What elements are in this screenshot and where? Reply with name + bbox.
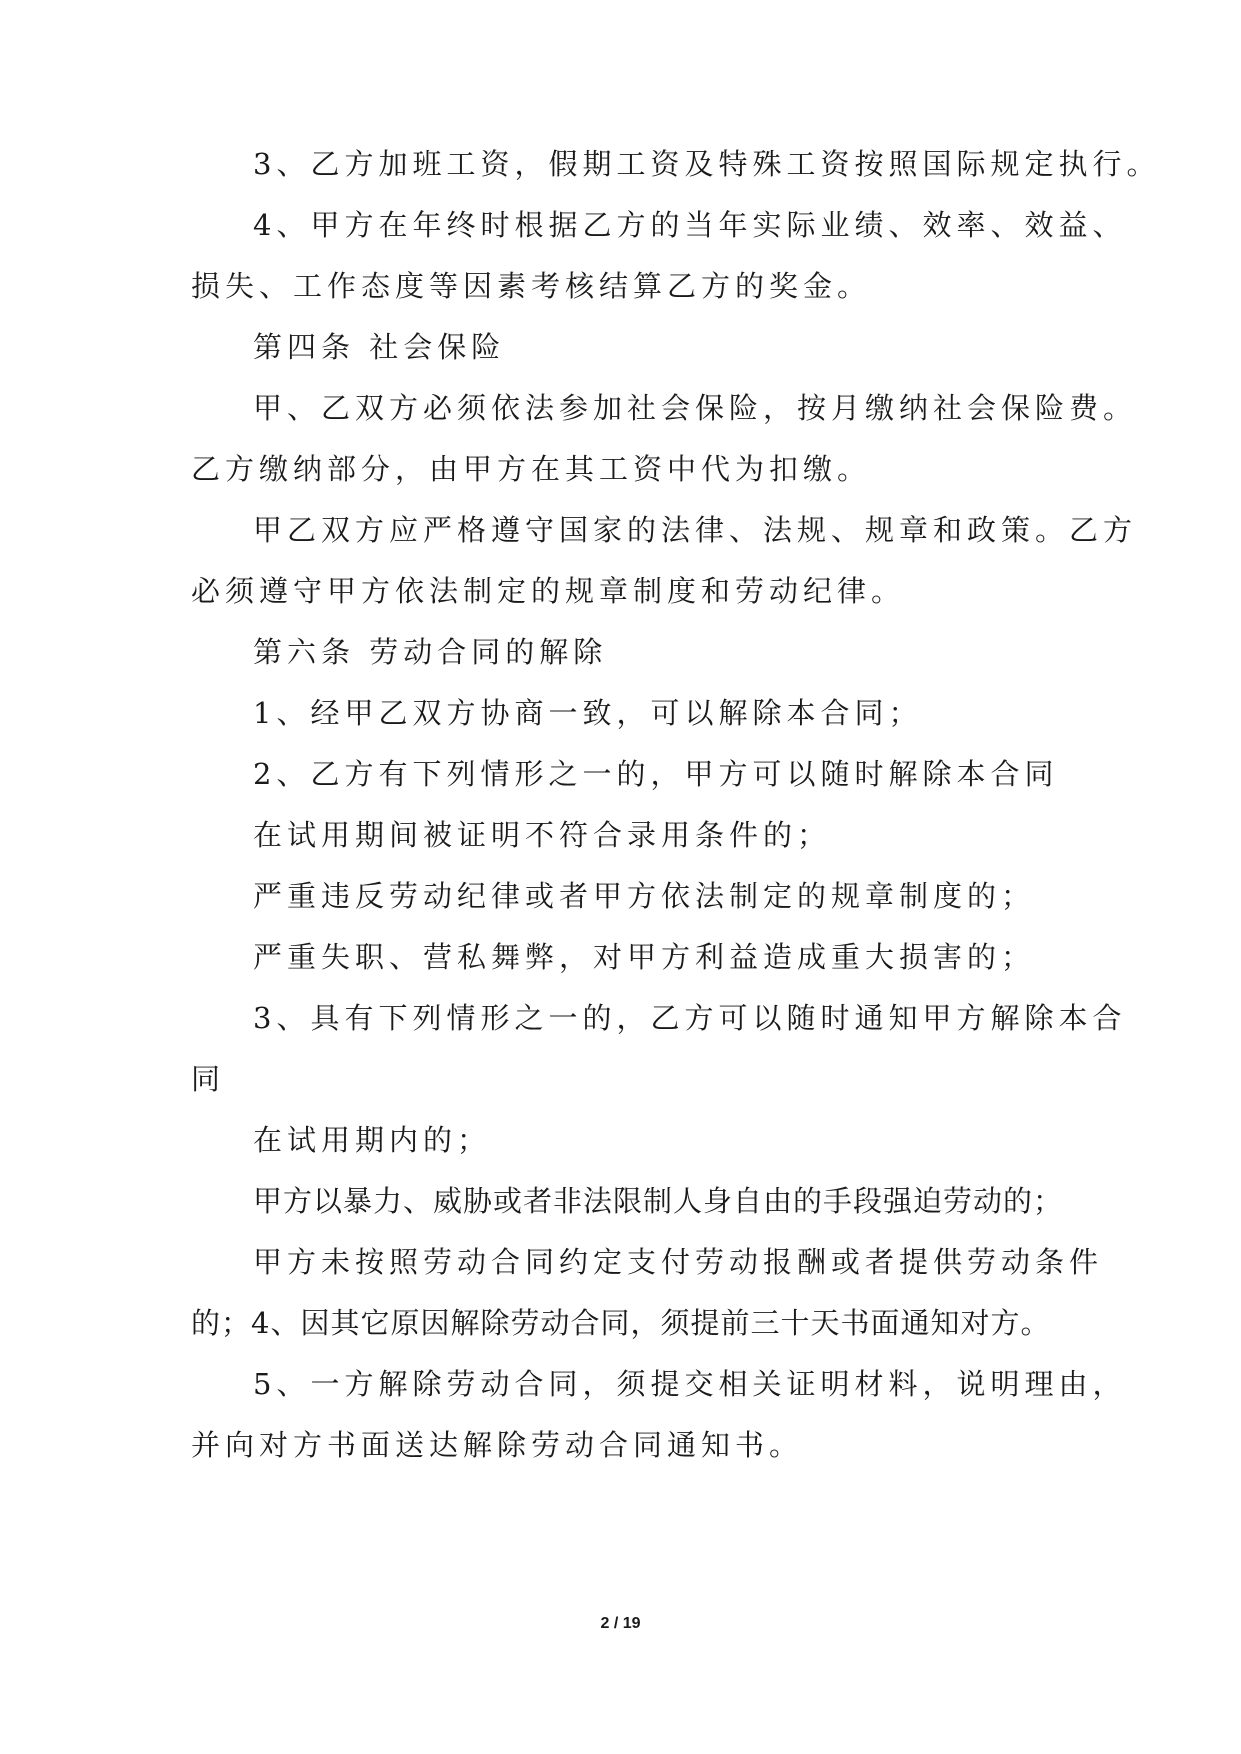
paragraph-line: 甲方未按照劳动合同约定支付劳动报酬或者提供劳动条件 [253, 1245, 1104, 1279]
paragraph-line: 同 [191, 1062, 226, 1096]
paragraph-line: 严重违反劳动纪律或者甲方依法制定的规章制度的； [253, 879, 1036, 913]
paragraph-line: 3、具有下列情形之一的，乙方可以随时通知甲方解除本合 [253, 1001, 1127, 1035]
paragraph-line: 必须遵守甲方依法制定的规章制度和劳动纪律。 [191, 574, 906, 608]
paragraph-line: 在试用期内的； [253, 1123, 492, 1157]
paragraph-line: 的；4、因其它原因解除劳动合同，须提前三十天书面通知对方。 [191, 1306, 1051, 1340]
paragraph-line: 甲乙双方应严格遵守国家的法律、法规、规章和政策。乙方 [253, 513, 1138, 547]
paragraph-line: 损失、工作态度等因素考核结算乙方的奖金。 [191, 269, 872, 303]
paragraph-line: 在试用期间被证明不符合录用条件的； [253, 818, 832, 852]
paragraph-line: 甲方以暴力、威胁或者非法限制人身自由的手段强迫劳动的； [253, 1184, 1064, 1218]
paragraph-line: 1、经甲乙双方协商一致，可以解除本合同； [253, 696, 923, 730]
section-heading: 第六条 劳动合同的解除 [253, 635, 608, 669]
paragraph-line: 并向对方书面送达解除劳动合同通知书。 [191, 1428, 804, 1462]
section-heading: 第四条 社会保险 [253, 330, 506, 364]
paragraph-line: 2、乙方有下列情形之一的，甲方可以随时解除本合同 [253, 757, 1059, 791]
paragraph-line: 4、甲方在年终时根据乙方的当年实际业绩、效率、效益、 [253, 208, 1127, 242]
paragraph-line: 乙方缴纳部分，由甲方在其工资中代为扣缴。 [191, 452, 872, 486]
paragraph-line: 严重失职、营私舞弊，对甲方利益造成重大损害的； [253, 940, 1036, 974]
paragraph-line: 5、一方解除劳动合同，须提交相关证明材料，说明理由， [253, 1367, 1127, 1401]
paragraph-line: 甲、乙双方必须依法参加社会保险，按月缴纳社会保险费。 [253, 391, 1138, 425]
paragraph-line: 3、乙方加班工资，假期工资及特殊工资按照国际规定执行。 [253, 147, 1161, 181]
page-number: 2 / 19 [600, 1615, 641, 1632]
